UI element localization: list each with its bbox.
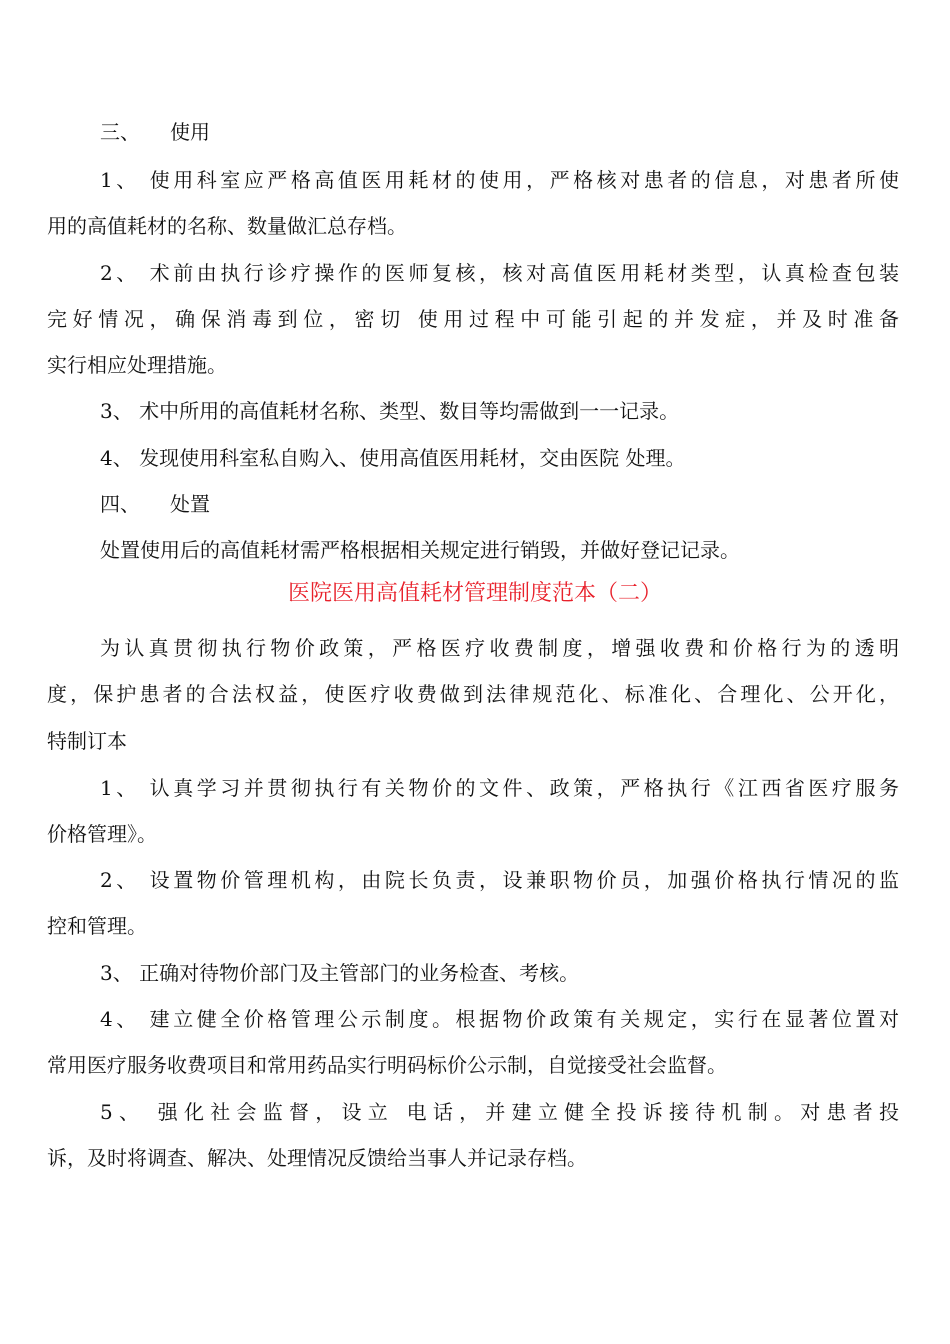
s3-item-2-line-2: 完好情况，确保消毒到位，密切 使用过程中可能引起的并发症，并及时准备 (47, 307, 899, 331)
document-2-title: 医院医用高值耗材管理制度范本（二） (287, 581, 662, 606)
intro-line-3: 特制订本 (47, 729, 127, 753)
section-4-title: 处置 (170, 492, 210, 516)
intro-line-2: 度，保护患者的合法权益，使医疗收费做到法律规范化、标准化、合理化、公开化， (47, 682, 899, 706)
section-4-number: 四、 (100, 492, 140, 516)
s3-item-3-line-1: 3、 术中所用的高值耗材名称、类型、数目等均需做到一一记录。 (100, 399, 680, 423)
d2-item-1-line-2: 价格管理》。 (47, 822, 157, 846)
d2-item-4-line-1: 4、 建立健全价格管理公示制度。根据物价政策有关规定，实行在显著位置对 (100, 1007, 899, 1031)
s3-item-2-line-1: 2、 术前由执行诊疗操作的医师复核，核对高值医用耗材类型，认真检查包装 (100, 261, 899, 285)
d2-item-5-line-1: 5、 强化社会监督，设立 电话，并建立健全投诉接待机制。对患者投 (100, 1100, 899, 1124)
section-3-heading (100, 118, 899, 146)
d2-item-2-line-2: 控和管理。 (47, 914, 147, 938)
section-3-title: 使用 (170, 120, 210, 144)
section-3-number: 三、 (100, 120, 140, 144)
section-4-text: 处置使用后的高值耗材需严格根据相关规定进行销毁，并做好登记记录。 (100, 538, 740, 562)
d2-item-5-line-2: 诉，及时将调查、解决、处理情况反馈给当事人并记录存档。 (47, 1146, 587, 1170)
section-4-heading (100, 490, 899, 518)
d2-item-1-line-1: 1、 认真学习并贯彻执行有关物价的文件、政策，严格执行《江西省医疗服务 (100, 776, 899, 800)
intro-line-1: 为认真贯彻执行物价政策，严格医疗收费制度，增强收费和价格行为的透明 (100, 636, 899, 660)
s3-item-1-line-2: 用的高值耗材的名称、数量做汇总存档。 (47, 214, 407, 238)
d2-item-3-line-1: 3、 正确对待物价部门及主管部门的业务检查、考核。 (100, 961, 580, 985)
d2-item-4-line-2: 常用医疗服务收费项目和常用药品实行明码标价公示制，自觉接受社会监督。 (47, 1053, 727, 1077)
s3-item-2-line-3: 实行相应处理措施。 (47, 353, 227, 377)
s3-item-4-line-1: 4、 发现使用科室私自购入、使用高值医用耗材，交由医院 处理。 (100, 446, 686, 470)
d2-item-2-line-1: 2、 设置物价管理机构，由院长负责，设兼职物价员，加强价格执行情况的监 (100, 868, 899, 892)
s3-item-1-line-1: 1、 使用科室应严格高值医用耗材的使用，严格核对患者的信息，对患者所使 (100, 168, 899, 192)
